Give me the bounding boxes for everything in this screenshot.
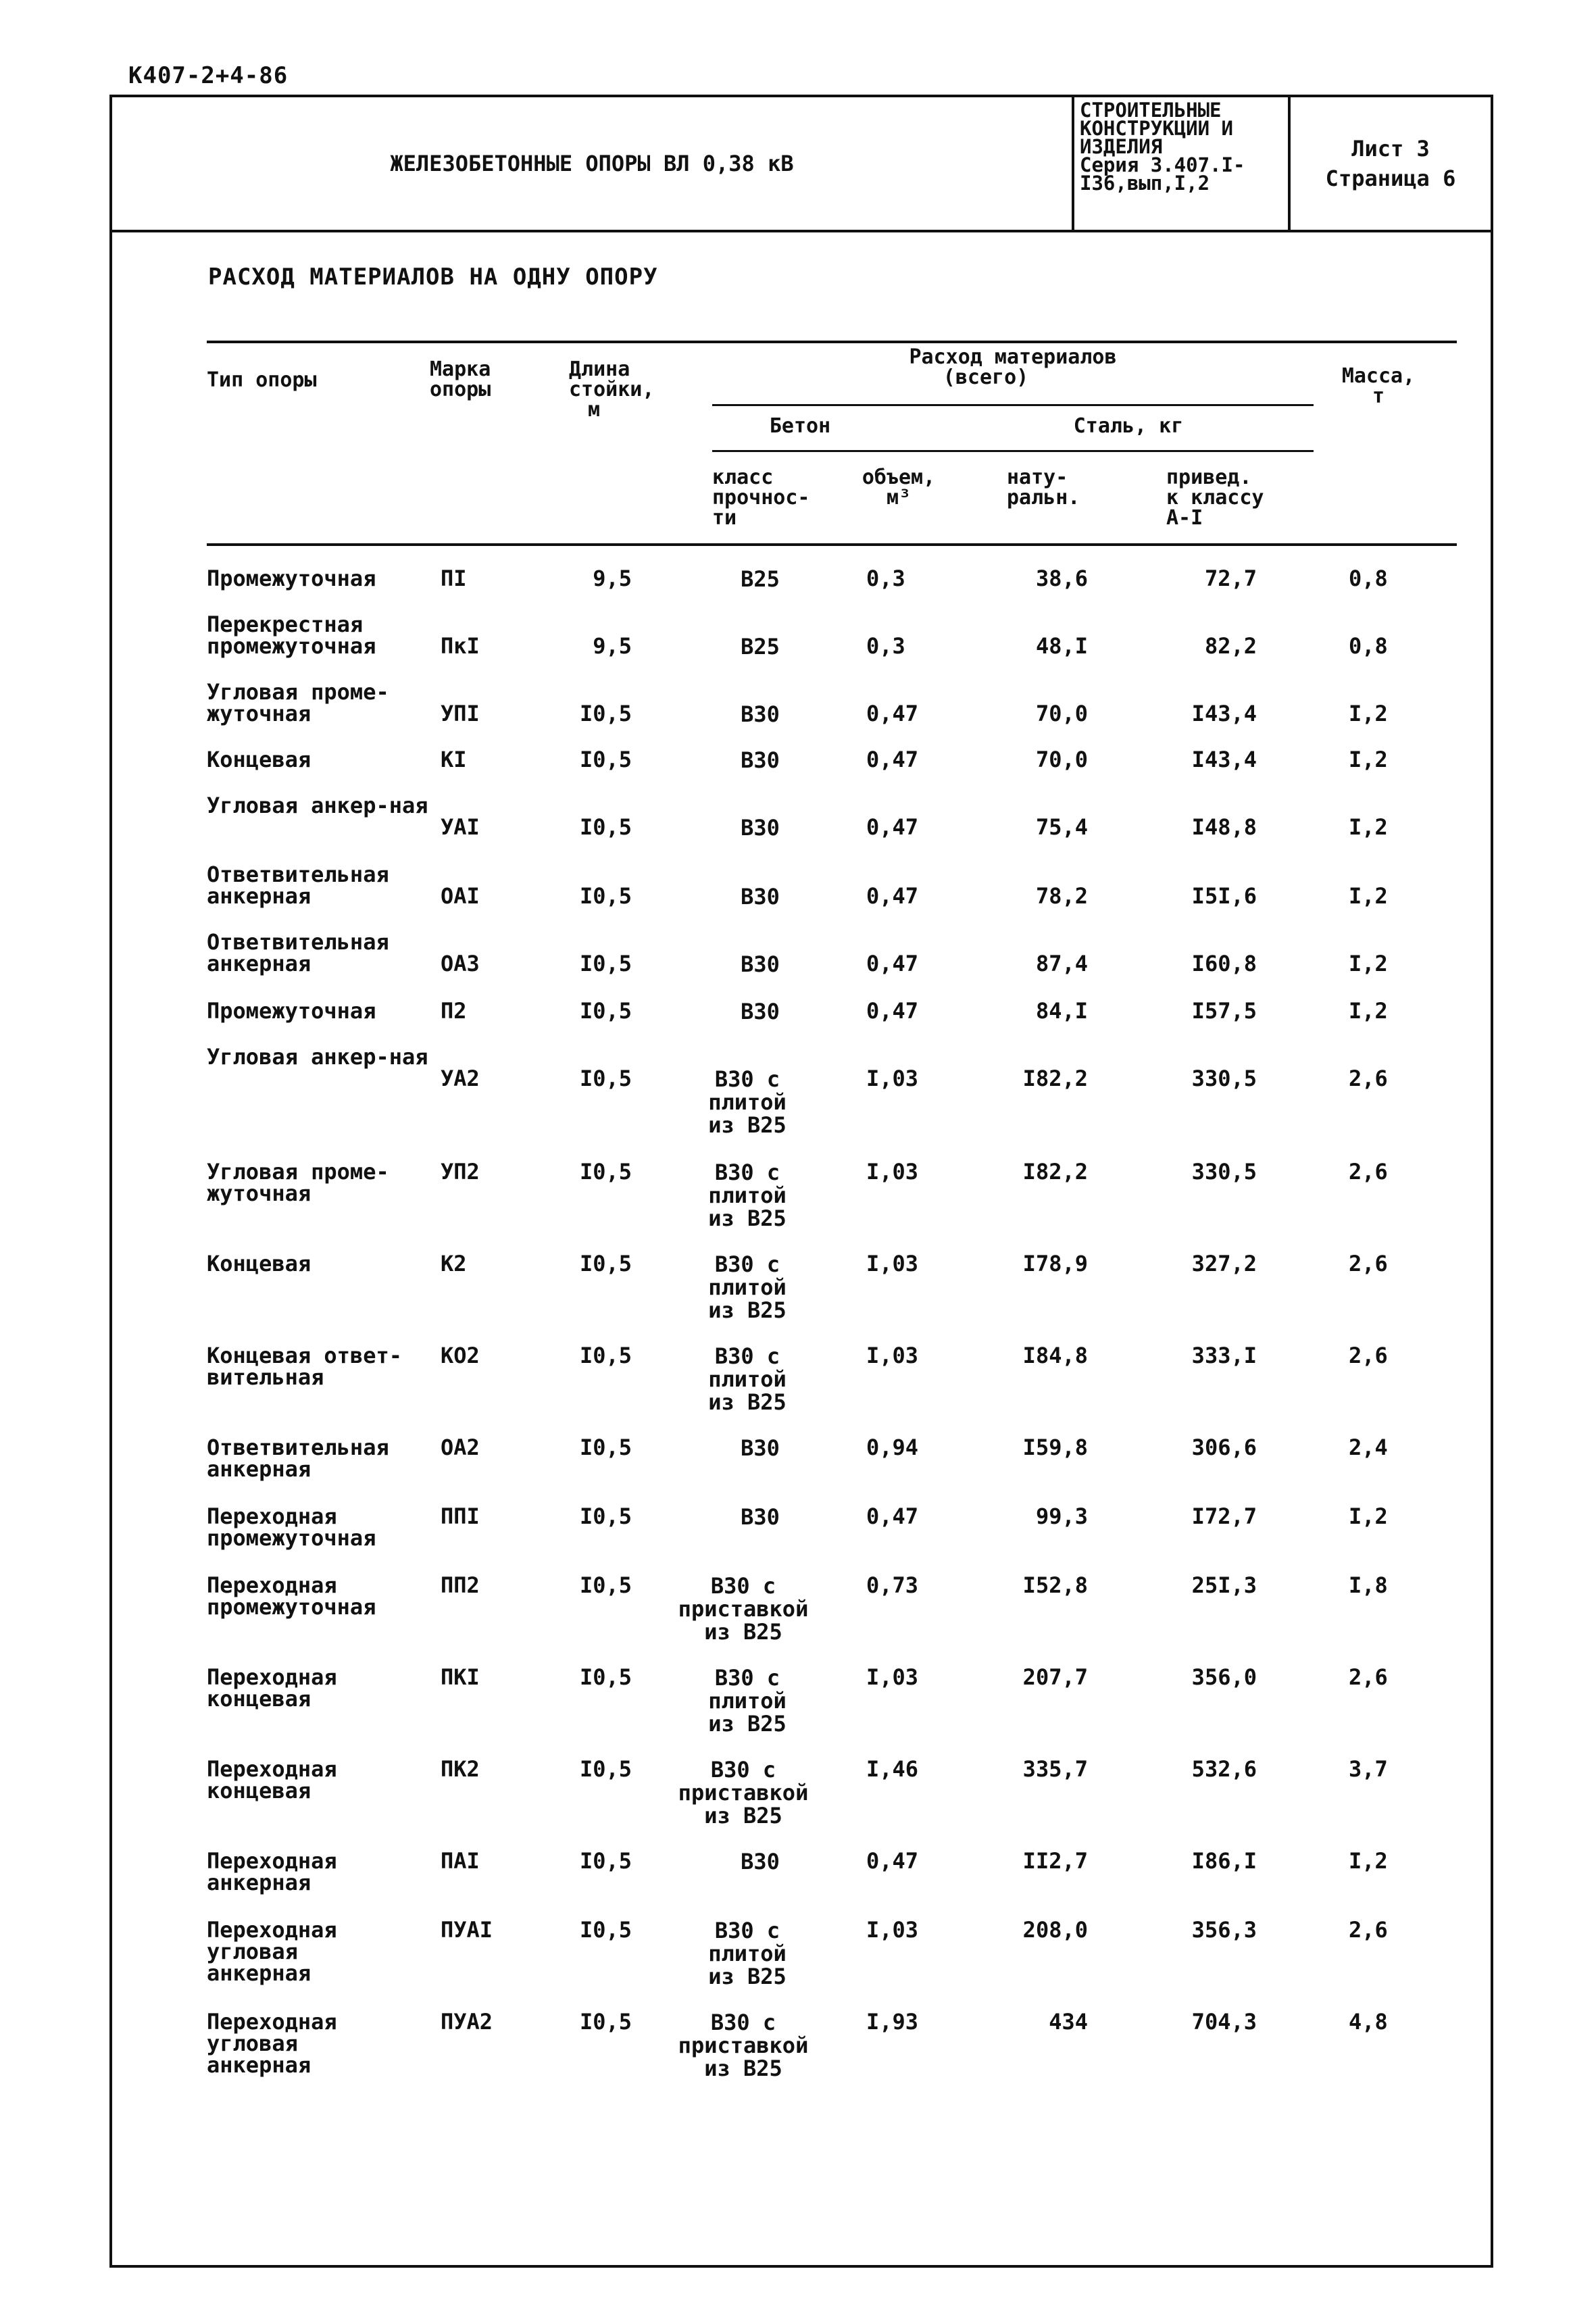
- cell-natural: 208,0: [1022, 1917, 1088, 1943]
- cell-class: В30: [741, 747, 780, 773]
- cell-mark: УПI: [441, 701, 480, 726]
- cell-class: В30 с плитой из В25: [708, 1918, 787, 1989]
- cell-mark: ПП2: [441, 1572, 480, 1598]
- cell-natural: 207,7: [1022, 1664, 1088, 1690]
- cell-length: I0,5: [579, 951, 632, 976]
- cell-length: I0,5: [579, 1917, 632, 1943]
- cell-natural: 99,3: [1035, 1503, 1088, 1529]
- cell-reduced: I5I,6: [1191, 883, 1257, 909]
- cell-reduced: 72,7: [1204, 566, 1257, 591]
- cell-mass: I,2: [1349, 701, 1388, 726]
- cell-natural: 70,0: [1035, 701, 1088, 726]
- cell-reduced: I72,7: [1191, 1503, 1257, 1529]
- cell-mass: I,2: [1349, 814, 1388, 840]
- cell-length: I0,5: [579, 1435, 632, 1460]
- cell-class: В30 с приставкой из В25: [678, 1573, 809, 1645]
- cell-length: 9,5: [593, 566, 632, 591]
- cell-type: Переходная угловая анкерная: [207, 2009, 337, 2078]
- cell-mark: УП2: [441, 1159, 480, 1185]
- cell-class: В30 с приставкой из В25: [678, 2010, 809, 2081]
- cell-mass: 4,8: [1349, 2009, 1388, 2035]
- cell-reduced: 330,5: [1191, 1159, 1257, 1185]
- cell-mass: 2,6: [1349, 1066, 1388, 1091]
- cell-length: I0,5: [579, 1066, 632, 1091]
- cell-mark: ПУАI: [441, 1917, 493, 1943]
- cell-natural: I52,8: [1022, 1572, 1088, 1598]
- cell-type: Концевая: [207, 747, 311, 772]
- cell-reduced: I43,4: [1191, 701, 1257, 726]
- cell-volume: 0,47: [866, 701, 919, 726]
- cell-reduced: 82,2: [1204, 633, 1257, 659]
- cell-volume: 0,3: [866, 633, 905, 659]
- cell-mass: I,2: [1349, 747, 1388, 772]
- cell-class: В30: [741, 701, 780, 727]
- header-volume: объем, м³: [862, 466, 936, 509]
- cell-length: 9,5: [593, 633, 632, 659]
- cell-class: В25: [741, 566, 780, 592]
- cell-mass: I,2: [1349, 951, 1388, 976]
- cell-volume: 0,47: [866, 998, 919, 1024]
- cell-mark: ППI: [441, 1503, 480, 1529]
- cell-volume: 0,47: [866, 883, 919, 909]
- cell-reduced: 306,6: [1191, 1435, 1257, 1460]
- cell-type: Переходная промежуточная: [207, 1503, 376, 1551]
- cell-mass: I,8: [1349, 1572, 1388, 1598]
- cell-mark: ПI: [441, 566, 467, 591]
- header-length: Длина стойки, м: [569, 357, 655, 422]
- cell-type: Ответвительная анкерная: [207, 929, 389, 976]
- header-concrete: Бетон: [769, 414, 831, 438]
- cell-mass: I,2: [1349, 1848, 1388, 1874]
- cell-type: Угловая проме-жуточная: [207, 679, 389, 726]
- cell-type: Переходная анкерная: [207, 1848, 337, 1895]
- series-line: СТРОИТЕЛЬНЫЕ: [1080, 99, 1222, 122]
- cell-natural: 84,I: [1035, 998, 1088, 1024]
- cell-natural: 75,4: [1035, 814, 1088, 840]
- cell-type: Угловая анкер-ная: [207, 793, 428, 818]
- series-line: КОНСТРУКЦИИ И: [1080, 117, 1233, 140]
- cell-natural: 70,0: [1035, 747, 1088, 772]
- cell-natural: I59,8: [1022, 1435, 1088, 1460]
- cell-reduced: I48,8: [1191, 814, 1257, 840]
- cell-volume: 0,3: [866, 566, 905, 591]
- cell-volume: I,03: [866, 1664, 919, 1690]
- series-line: Серия 3.407.I-: [1080, 153, 1245, 176]
- cell-reduced: 327,2: [1191, 1251, 1257, 1276]
- cell-length: I0,5: [579, 1756, 632, 1782]
- cell-mark: ПКI: [441, 1664, 480, 1690]
- cell-type: Переходная концевая: [207, 1664, 337, 1712]
- cell-mass: 0,8: [1349, 633, 1388, 659]
- cell-mass: I,2: [1349, 1503, 1388, 1529]
- cell-reduced: 356,0: [1191, 1664, 1257, 1690]
- cell-mark: УАI: [441, 814, 480, 840]
- cell-mass: 2,6: [1349, 1159, 1388, 1185]
- cell-length: I0,5: [579, 2009, 632, 2035]
- table-top-rule: [207, 341, 1457, 343]
- cell-mass: 2,6: [1349, 1917, 1388, 1943]
- cell-natural: 434: [1049, 2009, 1088, 2035]
- cell-volume: 0,47: [866, 951, 919, 976]
- cell-length: I0,5: [579, 998, 632, 1024]
- cell-type: Угловая проме-жуточная: [207, 1159, 389, 1206]
- cell-class: В30: [741, 999, 780, 1024]
- cell-reduced: I60,8: [1191, 951, 1257, 976]
- cell-length: I0,5: [579, 701, 632, 726]
- cell-mark: П2: [441, 998, 467, 1024]
- cell-class: В25: [741, 634, 780, 659]
- header-mark: Марка опоры: [430, 357, 491, 401]
- document-code: К407-2+4-86: [128, 62, 289, 89]
- cell-natural: I84,8: [1022, 1343, 1088, 1368]
- cell-class: В30 с плитой из В25: [708, 1251, 787, 1323]
- cell-mark: КI: [441, 747, 467, 772]
- cell-reduced: I86,I: [1191, 1848, 1257, 1874]
- cell-natural: II2,7: [1022, 1848, 1088, 1874]
- cell-reduced: 704,3: [1191, 2009, 1257, 2035]
- cell-length: I0,5: [579, 1848, 632, 1874]
- cell-type: Промежуточная: [207, 566, 376, 591]
- cell-mass: 2,6: [1349, 1664, 1388, 1690]
- cell-natural: 87,4: [1035, 951, 1088, 976]
- cell-length: I0,5: [579, 1572, 632, 1598]
- cell-type: Переходная угловая анкерная: [207, 1917, 337, 1986]
- cell-reduced: 25I,3: [1191, 1572, 1257, 1598]
- cell-class: В30: [741, 815, 780, 841]
- cell-natural: I78,9: [1022, 1251, 1088, 1276]
- document-title: ЖЕЛЕЗОБЕТОННЫЕ ОПОРЫ ВЛ 0,38 кВ: [390, 151, 794, 176]
- header-steel: Сталь, кг: [1073, 414, 1184, 438]
- cell-type: Угловая анкер-ная: [207, 1044, 428, 1070]
- header-consumption: Расход материалов (всего): [909, 345, 1117, 389]
- cell-reduced: I43,4: [1191, 747, 1257, 772]
- cell-type: Ответвительная анкерная: [207, 862, 389, 909]
- cell-length: I0,5: [579, 1159, 632, 1185]
- cell-reduced: 356,3: [1191, 1917, 1257, 1943]
- cell-volume: 0,73: [866, 1572, 919, 1598]
- cell-class: В30: [741, 1849, 780, 1874]
- cell-mark: ОА2: [441, 1435, 480, 1460]
- header-natural: нату- ральн.: [1007, 466, 1080, 509]
- cell-mark: ПкI: [441, 633, 480, 659]
- series-line: ИЗДЕЛИЯ: [1080, 135, 1163, 158]
- cell-mark: ПК2: [441, 1756, 480, 1782]
- series-line: I36,вып,I,2: [1080, 172, 1210, 195]
- header-rule: [712, 450, 1314, 452]
- cell-length: I0,5: [579, 1343, 632, 1368]
- cell-type: Ответвительная анкерная: [207, 1435, 389, 1482]
- cell-class: В30 с приставкой из В25: [678, 1757, 809, 1828]
- cell-type: Переходная промежуточная: [207, 1572, 376, 1620]
- cell-length: I0,5: [579, 1503, 632, 1529]
- cell-volume: 0,47: [866, 814, 919, 840]
- section-title: РАСХОД МАТЕРИАЛОВ НА ОДНУ ОПОРУ: [208, 264, 658, 291]
- cell-class: В30 с плитой из В25: [708, 1665, 787, 1737]
- cell-natural: I82,2: [1022, 1159, 1088, 1185]
- cell-class: В30: [741, 1435, 780, 1461]
- cell-reduced: 532,6: [1191, 1756, 1257, 1782]
- cell-mark: КО2: [441, 1343, 480, 1368]
- cell-mass: 2,6: [1349, 1251, 1388, 1276]
- cell-volume: I,03: [866, 1343, 919, 1368]
- cell-class: В30 с плитой из В25: [708, 1343, 787, 1415]
- cell-length: I0,5: [579, 1251, 632, 1276]
- cell-natural: 335,7: [1022, 1756, 1088, 1782]
- header-bottom-rule: [207, 543, 1457, 546]
- header-reduced: привед. к классу А-I: [1166, 466, 1264, 530]
- cell-length: I0,5: [579, 814, 632, 840]
- cell-volume: I,93: [866, 2009, 919, 2035]
- cell-natural: 78,2: [1035, 883, 1088, 909]
- cell-class: В30: [741, 1504, 780, 1530]
- cell-natural: I82,2: [1022, 1066, 1088, 1091]
- cell-volume: I,46: [866, 1756, 919, 1782]
- cell-mass: 2,6: [1349, 1343, 1388, 1368]
- cell-volume: I,03: [866, 1159, 919, 1185]
- cell-volume: 0,94: [866, 1435, 919, 1460]
- cell-length: I0,5: [579, 747, 632, 772]
- cell-volume: 0,47: [866, 1848, 919, 1874]
- cell-mass: 0,8: [1349, 566, 1388, 591]
- cell-length: I0,5: [579, 1664, 632, 1690]
- cell-mark: ОАI: [441, 883, 480, 909]
- cell-mark: УА2: [441, 1066, 480, 1091]
- cell-mass: 3,7: [1349, 1756, 1388, 1782]
- cell-mark: ПУА2: [441, 2009, 493, 2035]
- cell-type: Перекрестная промежуточная: [207, 612, 376, 659]
- series-block: [1072, 97, 1291, 230]
- cell-volume: 0,47: [866, 1503, 919, 1529]
- cell-volume: I,03: [866, 1066, 919, 1091]
- header-mass: Масса, т: [1341, 364, 1416, 408]
- cell-mark: ПАI: [441, 1848, 480, 1874]
- cell-length: I0,5: [579, 883, 632, 909]
- cell-reduced: 333,I: [1191, 1343, 1257, 1368]
- cell-volume: 0,47: [866, 747, 919, 772]
- page-number: Страница 6: [1325, 166, 1456, 191]
- sheet-number: Лист 3: [1351, 136, 1430, 161]
- header-type: Тип опоры: [207, 368, 317, 392]
- header-class: класс прочнос- ти: [712, 466, 810, 530]
- cell-class: В30: [741, 951, 780, 977]
- cell-class: В30 с плитой из В25: [708, 1066, 787, 1138]
- cell-reduced: 330,5: [1191, 1066, 1257, 1091]
- cell-type: Концевая ответ-вительная: [207, 1343, 402, 1390]
- cell-volume: I,03: [866, 1251, 919, 1276]
- cell-reduced: I57,5: [1191, 998, 1257, 1024]
- cell-natural: 38,6: [1035, 566, 1088, 591]
- cell-natural: 48,I: [1035, 633, 1088, 659]
- cell-mass: I,2: [1349, 883, 1388, 909]
- cell-class: В30: [741, 884, 780, 910]
- cell-volume: I,03: [866, 1917, 919, 1943]
- cell-mark: К2: [441, 1251, 467, 1276]
- cell-mass: 2,4: [1349, 1435, 1388, 1460]
- title-block: [112, 97, 1491, 232]
- cell-class: В30 с плитой из В25: [708, 1160, 787, 1231]
- cell-mass: I,2: [1349, 998, 1388, 1024]
- cell-mark: ОА3: [441, 951, 480, 976]
- cell-type: Переходная концевая: [207, 1756, 337, 1803]
- cell-type: Промежуточная: [207, 998, 376, 1024]
- cell-type: Концевая: [207, 1251, 311, 1276]
- header-rule: [712, 404, 1314, 406]
- sheet-block: [1291, 97, 1491, 230]
